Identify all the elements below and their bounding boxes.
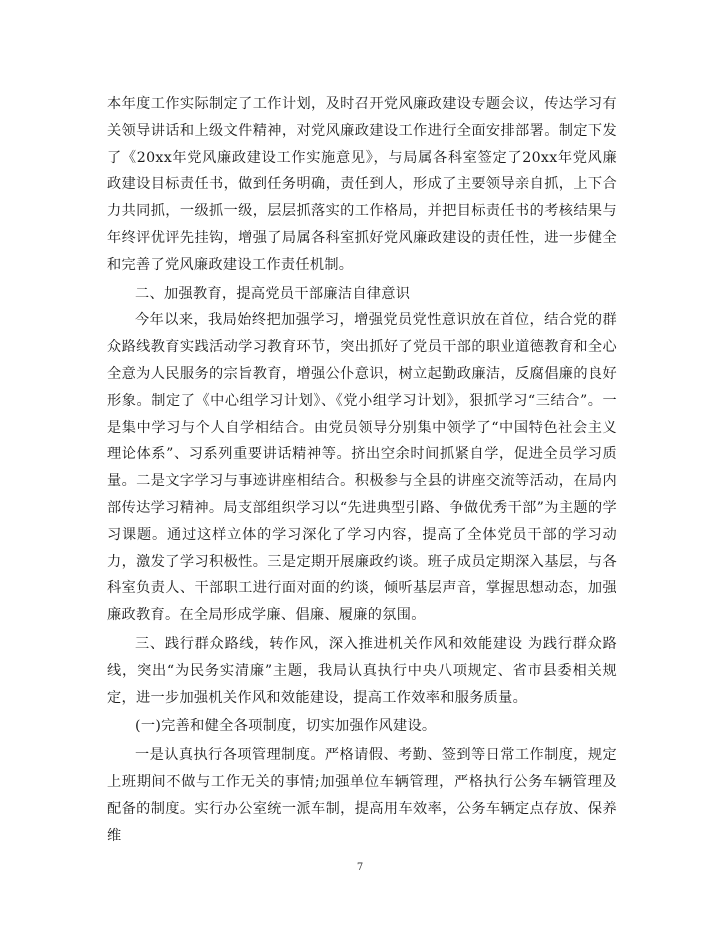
paragraph-education: 今年以来，我局始终把加强学习，增强党员党性意识放在首位，结合党的群众路线教育实践活动学习教育环节，突出抓好了党员干部的职业道德教育和全心全意为人民服务的宗旨教育，增强公仆意识，树立起勤政廉洁，反腐倡廉的良好形象。制定了《中心组学习计划》、《党小组学习计划》，狠抓学习“三结合”。一是集中学习与个人自学相结合。由党员领导分别集中领学了“中国特色社会主义理论体系”、习系列重要讲话精神等。挤出空余时间抓紧自学，促进全员学习质量。二是文字学习与事迹讲座相结合。积极参与全县的讲座交流等活动，在局内部传达学习精神。局支部组织学习以“先进典型引路、争做优秀干部”为主题的学习课题。通过这样立体的学习深化了学习内容，提高了全体党员干部的学习动力，激发了学习积极性。三是定期开展廉政约谈。班子成员定期深入基层，与各科室负责人、干部职工进行面对面的约谈，倾听基层声音，掌握思想动态，加强廉政教育。在全局形成学廉、倡廉、履廉的氛围。 bbox=[107, 312, 617, 624]
page-number: 7 bbox=[356, 862, 364, 873]
section-heading-education: 二、加强教育，提高党员干部廉洁自律意识 bbox=[135, 285, 411, 302]
section-heading-mass-line: 三、践行群众路线，转作风，深入推进机关作风和效能建设 为践行群众路线，突出“为民务实清廉”主题，我局认真执行中央八项规定、省市县委相关规定，进一步加强机关作风和效能建设，提高工作效率和服务质量。 bbox=[107, 635, 617, 706]
document-body bbox=[107, 91, 617, 849]
subsection-heading-systems: (一)完善和健全各项制度，切实加强作风建设。 bbox=[135, 718, 437, 735]
paragraph-management-systems: 一是认真执行各项管理制度。严格请假、考勤、签到等日常工作制度，规定上班期间不做与工作无关的事情;加强单位车辆管理，严格执行公务车辆管理及配备的制度。实行办公室统一派车制，提高用车效率，公务车辆定点存放、保养维 bbox=[107, 747, 617, 844]
paragraph-work-plan: 本年度工作实际制定了工作计划，及时召开党风廉政建设专题会议，传达学习有关领导讲话和上级文件精神，对党风廉政建设工作进行全面安排部署。制定下发了《20xx年党风廉政建设工作实施意见》，与局属各科室签定了20xx年党风廉政建设目标责任书，做到任务明确，责任到人，形成了主要领导亲自抓，上下合力共同抓，一级抓一级，层层抓落实的工作格局，并把目标责任书的考核结果与年终评优评先挂钩，增强了局属各科室抓好党风廉政建设的责任性，进一步健全和完善了党风廉政建设工作责任机制。 bbox=[107, 96, 617, 273]
